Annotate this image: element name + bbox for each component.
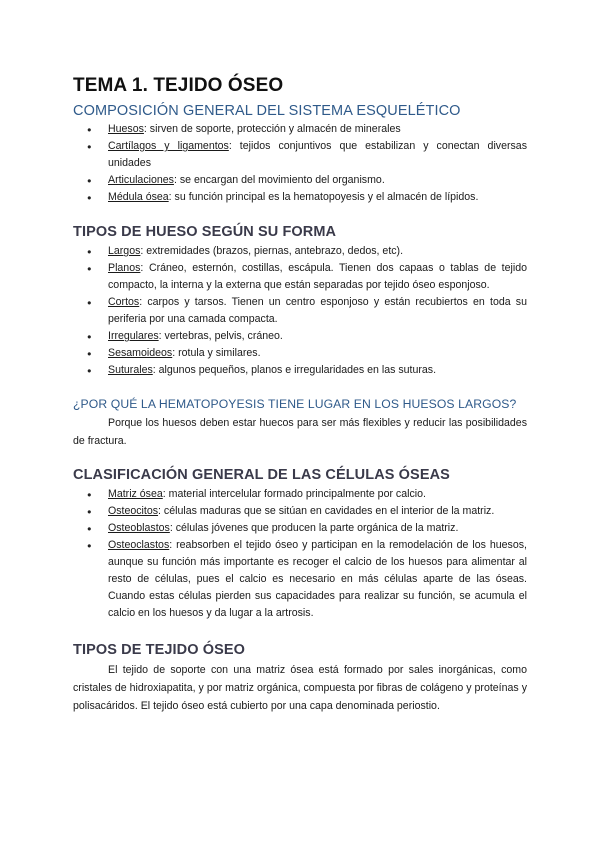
list-item: [73, 328, 527, 345]
list-item: [73, 503, 527, 520]
list-item-text: : Cráneo, esternón, costillas, escápula. Tienen dos capaas o tablas de tejido compacto, la interna y la externa que están separadas por tejido óseo esponjoso.: [108, 262, 527, 291]
term-huesos: Huesos: [108, 123, 144, 135]
paragraph-tipos-tejido: El tejido de soporte con una matriz ósea está formado por sales inorgánicas, como cristales de hidroxiapatita, y por matriz orgánica, compuesta por fibras de colágeno y proteínas y polisacáridos. El tejido óseo está cubierto por una capa denominada periostio.: [73, 664, 527, 712]
heading-composicion: COMPOSICIÓN GENERAL DEL SISTEMA ESQUELÉTICO: [73, 103, 461, 119]
term-cortos: Cortos: [108, 296, 140, 308]
list-celulas: [73, 486, 527, 622]
term-suturales: Suturales: [108, 364, 153, 376]
list-item-text: : células jóvenes que producen la parte orgánica de la matriz.: [169, 522, 459, 534]
list-tipos-hueso: [73, 243, 527, 379]
list-item: [73, 345, 527, 362]
list-item-text: : rotula y similares.: [172, 347, 261, 359]
heading-celulas: CLASIFICACIÓN GENERAL DE LAS CÉLULAS ÓSEAS: [73, 467, 450, 483]
list-item: [73, 121, 527, 138]
term-osteoblastos: Osteoblastos: [108, 522, 170, 534]
list-item-text: : vertebras, pelvis, cráneo.: [158, 330, 283, 342]
term-osteoclastos: Osteoclastos: [108, 539, 170, 551]
page-title: TEMA 1. TEJIDO ÓSEO: [73, 75, 284, 96]
list-item-text: : células maduras que se sitúan en cavidades en el interior de la matriz.: [158, 505, 495, 517]
list-item-text: : material intercelular formado principalmente por calcio.: [162, 488, 426, 500]
list-item: [73, 294, 527, 328]
document-content: [73, 74, 527, 715]
heading-hematopoyesis: ¿POR QUÉ LA HEMATOPOYESIS TIENE LUGAR EN LOS HUESOS LARGOS?: [73, 397, 517, 411]
list-item: [73, 537, 527, 622]
list-item: [73, 189, 527, 206]
term-articulaciones: Articulaciones: [108, 174, 174, 186]
list-item-text: : su función principal es la hematopoyesis y el almacén de lípidos.: [168, 191, 479, 203]
paragraph-hematopoyesis: Porque los huesos deben estar huecos para ser más flexibles y reducir las posibilidades de fractura.: [73, 417, 527, 447]
term-largos: Largos: [108, 245, 141, 257]
term-medula: Médula ósea: [108, 191, 169, 203]
list-item: [73, 520, 527, 537]
heading-tipos-tejido: TIPOS DE TEJIDO ÓSEO: [73, 642, 246, 658]
list-item: [73, 138, 527, 172]
term-osteocitos: Osteocitos: [108, 505, 159, 517]
list-item: [73, 243, 527, 260]
term-matriz: Matriz ósea: [108, 488, 163, 500]
term-irregulares: Irregulares: [108, 330, 159, 342]
list-item-text: : sirven de soporte, protección y almacén de minerales: [143, 123, 401, 135]
list-item: [73, 362, 527, 379]
list-composicion: [73, 121, 527, 206]
list-item-text: : se encargan del movimiento del organismo.: [173, 174, 385, 186]
term-planos: Planos: [108, 262, 141, 274]
list-item: [73, 486, 527, 503]
list-item: [73, 260, 527, 294]
list-item-text: : extremidades (brazos, piernas, antebrazo, dedos, etc).: [140, 245, 404, 257]
term-sesamoideos: Sesamoideos: [108, 347, 173, 359]
list-item-text: : reabsorben el tejido óseo y participan en la remodelación de los huesos, aunque su función más importante es recoger el calcio de los huesos para alimentar al resto de células, pues el calcio es necesario en más células aparte de las óseas. Cuando estas células pierden sus capacidades para realizar su función, se acumula el calcio en los huesos y da lugar a la artrosis.: [108, 539, 527, 619]
list-item: [73, 172, 527, 189]
list-item-text: : algunos pequeños, planos e irregularidades en las suturas.: [152, 364, 437, 376]
heading-tipos-hueso: TIPOS DE HUESO SEGÚN SU FORMA: [73, 224, 337, 240]
term-cartilagos: Cartílagos y ligamentos: [108, 140, 229, 152]
list-item-text: : carpos y tarsos. Tienen un centro esponjoso y están recubiertos en toda su periferia por una camada compacta.: [108, 296, 527, 325]
list-item-text: : tejidos conjuntivos que estabilizan y conectan diversas unidades: [108, 140, 527, 169]
